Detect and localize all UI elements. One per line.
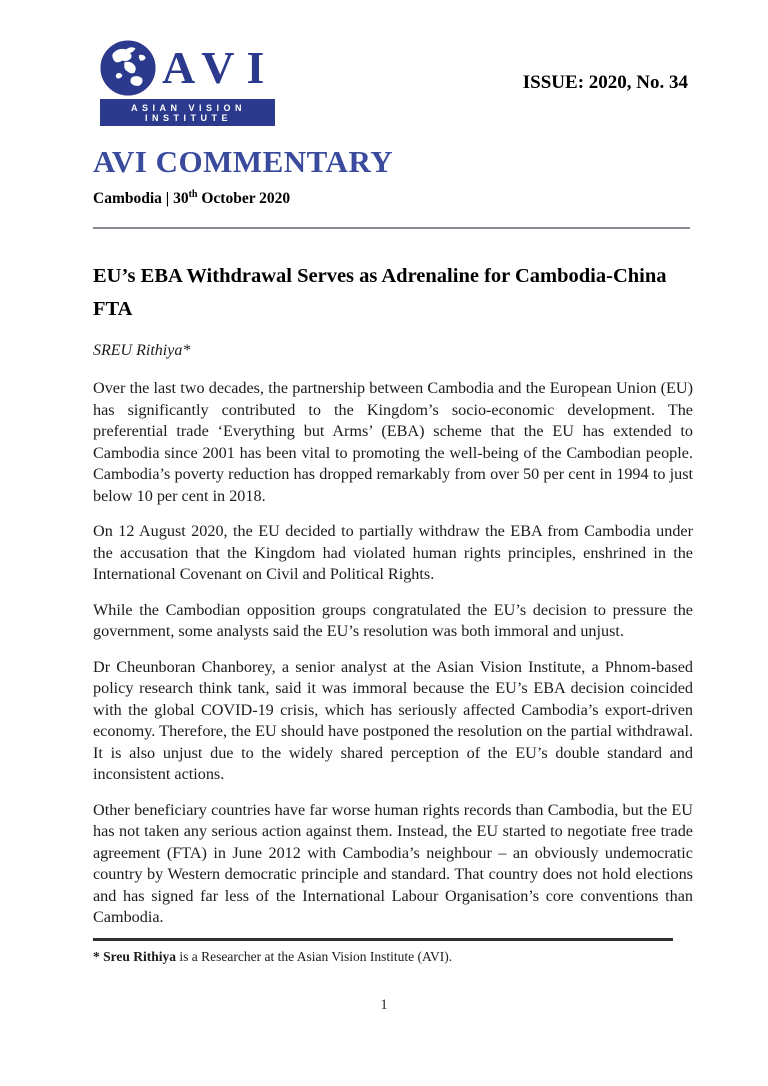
avi-logo <box>100 40 276 126</box>
logo-banner: ASIAN VISION INSTITUTE <box>100 99 275 126</box>
footnote-divider <box>93 938 673 941</box>
issue-label: ISSUE: 2020, No. 34 <box>522 72 688 93</box>
masthead <box>93 144 690 208</box>
paragraph: While the Cambodian opposition groups congratulated the EU’s decision to pressure the government, some analysts said the EU’s resolution was both immoral and unjust. <box>93 600 693 640</box>
header-divider <box>93 227 690 229</box>
footnote-block <box>93 938 693 965</box>
header <box>100 40 690 126</box>
commentary-title: AVI COMMENTARY <box>93 144 394 179</box>
page-number: 1 <box>380 997 388 1013</box>
article <box>93 260 693 943</box>
globe-icon <box>100 40 156 96</box>
dateline-prefix: Cambodia | 30 <box>93 190 189 208</box>
logo-acronym: AVI <box>162 42 277 93</box>
paragraph: Over the last two decades, the partnership between Cambodia and the European Union (EU) has significantly contributed to the Kingdom’s socio-economic development. The preferential trade ‘Everything but Arms’ (EBA) scheme that the EU has extended to Cambodia since 2001 has been vital to promoting the well-being of the Cambodian people. Cambodia’s poverty reduction has dropped remarkably from over 50 per cent in 1994 to just below 10 per cent in 2018. <box>93 379 693 505</box>
dateline-ordinal: th <box>188 189 198 200</box>
dateline <box>93 189 690 208</box>
footnote-author: * Sreu Rithiya <box>93 949 177 964</box>
article-byline: SREU Rithiya* <box>93 342 191 359</box>
article-title: EU’s EBA Withdrawal Serves as Adrenaline for Cambodia-China FTA <box>93 265 667 320</box>
footnote-rest: is a Researcher at the Asian Vision Institute (AVI). <box>176 949 453 964</box>
paragraph: Dr Cheunboran Chanborey, a senior analyst at the Asian Vision Institute, a Phnom-based policy research think tank, said it was immoral because the EU’s EBA decision coincided with the global COVID-19 crisis, which has seriously affected Cambodia’s export-driven economy. Therefore, the EU should have postponed the resolution on the partial withdrawal. It is also unjust due to the widely shared perception of the EU’s double standard and inconsistent actions. <box>93 657 693 783</box>
paragraph: On 12 August 2020, the EU decided to partially withdraw the EBA from Cambodia under the accusation that the Kingdom had violated human rights principles, enshrined in the International Covenant on Civil and Political Rights. <box>93 522 693 583</box>
dateline-suffix: October 2020 <box>197 190 291 208</box>
paragraph: Other beneficiary countries have far worse human rights records than Cambodia, but the EU has not taken any serious action against them. Instead, the EU started to negotiate free trade agreement (FTA) in June 2012 with Cambodia’s neighbour – an obviously undemocratic country by Western democratic principle and standard. That country does not hold elections and has signed far less of the International Labour Organisation’s core conventions than Cambodia. <box>93 800 693 926</box>
article-body <box>93 378 693 929</box>
footnote-text <box>93 949 693 965</box>
